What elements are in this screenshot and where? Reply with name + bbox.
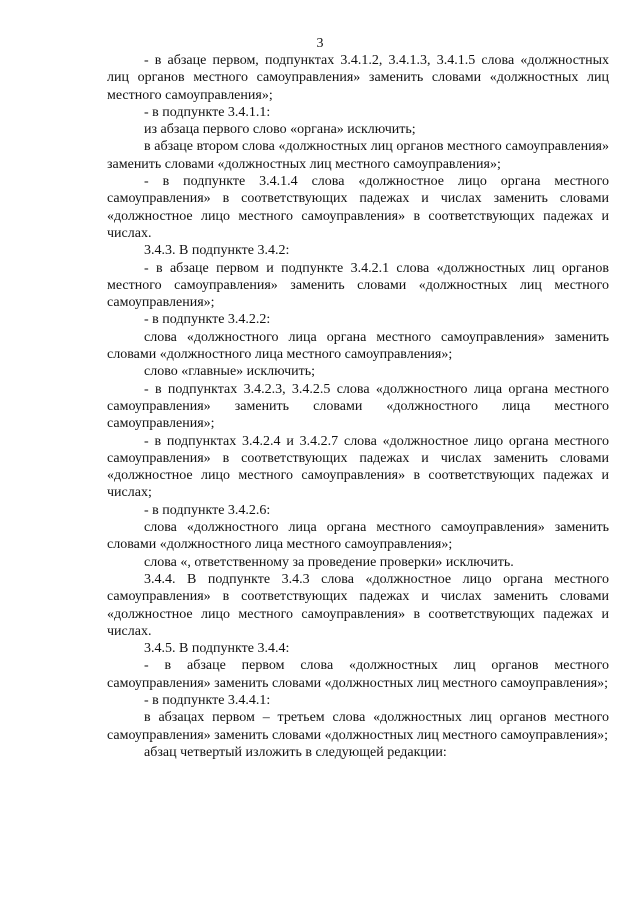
paragraph: абзац четвертый изложить в следующей редакции:: [144, 744, 447, 760]
paragraph: - в абзаце первом, подпунктах 3.4.1.2, 3.4.1.3, 3.4.1.5 слова «должностных лиц органов местного самоуправления» заменить словами «должностных лиц местного самоуправления»;: [107, 53, 609, 103]
paragraph: - в подпункте 3.4.1.4 слова «должностное лицо органа местного самоуправления» в соответствующих падежах и числах заменить словами «должностное лицо местного самоуправления» в соответствующих падежах и числах.: [107, 174, 609, 241]
paragraph: из абзаца первого слово «органа» исключить;: [144, 122, 416, 138]
document-body: [107, 52, 609, 761]
paragraph: в абзаце втором слова «должностных лиц органов местного самоуправления» заменить словами «должностных лиц местного самоуправления»;: [107, 139, 609, 172]
paragraph: - в подпункте 3.4.2.6:: [144, 502, 271, 518]
paragraph: в абзацах первом – третьем слова «должностных лиц органов местного самоуправления» заменить словами «должностных лиц местного самоуправления»;: [107, 710, 609, 743]
paragraph: - в абзаце первом и подпункте 3.4.2.1 слова «должностных лиц органов местного самоуправления» заменить словами «должностных лиц местного самоуправления»;: [107, 260, 609, 311]
paragraph: - в подпункте 3.4.2.2:: [144, 312, 271, 328]
paragraph: слова «должностного лица органа местного самоуправления» заменить словами «должностного лица местного самоуправления»;: [107, 520, 609, 553]
paragraph: - в подпункте 3.4.1.1:: [144, 104, 271, 120]
paragraph: 3.4.4. В подпункте 3.4.3 слова «должностное лицо органа местного самоуправления» в соответствующих падежах и числах заменить словами «должностное лицо местного самоуправления» в соответствующих падежах и числах.: [107, 571, 609, 639]
paragraph: 3.4.3. В подпункте 3.4.2:: [144, 243, 290, 259]
paragraph: - в подпункте 3.4.4.1:: [144, 692, 271, 708]
paragraph: слово «главные» исключить;: [144, 364, 316, 380]
paragraph: - в подпунктах 3.4.2.3, 3.4.2.5 слова «должностного лица органа местного самоуправления» заменить словами «должностного лица местного самоуправления»;: [107, 381, 609, 432]
paragraph: слова «должностного лица органа местного самоуправления» заменить словами «должностного лица местного самоуправления»;: [107, 329, 609, 363]
paragraph: слова «, ответственному за проведение проверки» исключить.: [144, 554, 514, 570]
page-number: 3: [316, 36, 324, 51]
paragraph: 3.4.5. В подпункте 3.4.4:: [144, 641, 290, 657]
paragraph: - в абзаце первом слова «должностных лиц органов местного самоуправления» заменить словами «должностных лиц местного самоуправления»;: [107, 658, 609, 691]
paragraph: - в подпунктах 3.4.2.4 и 3.4.2.7 слова «должностное лицо органа местного самоуправления» в соответствующих падежах и числах заменить словами «должностное лицо местного самоуправления» в соответствующих падежах и числах;: [107, 433, 609, 501]
